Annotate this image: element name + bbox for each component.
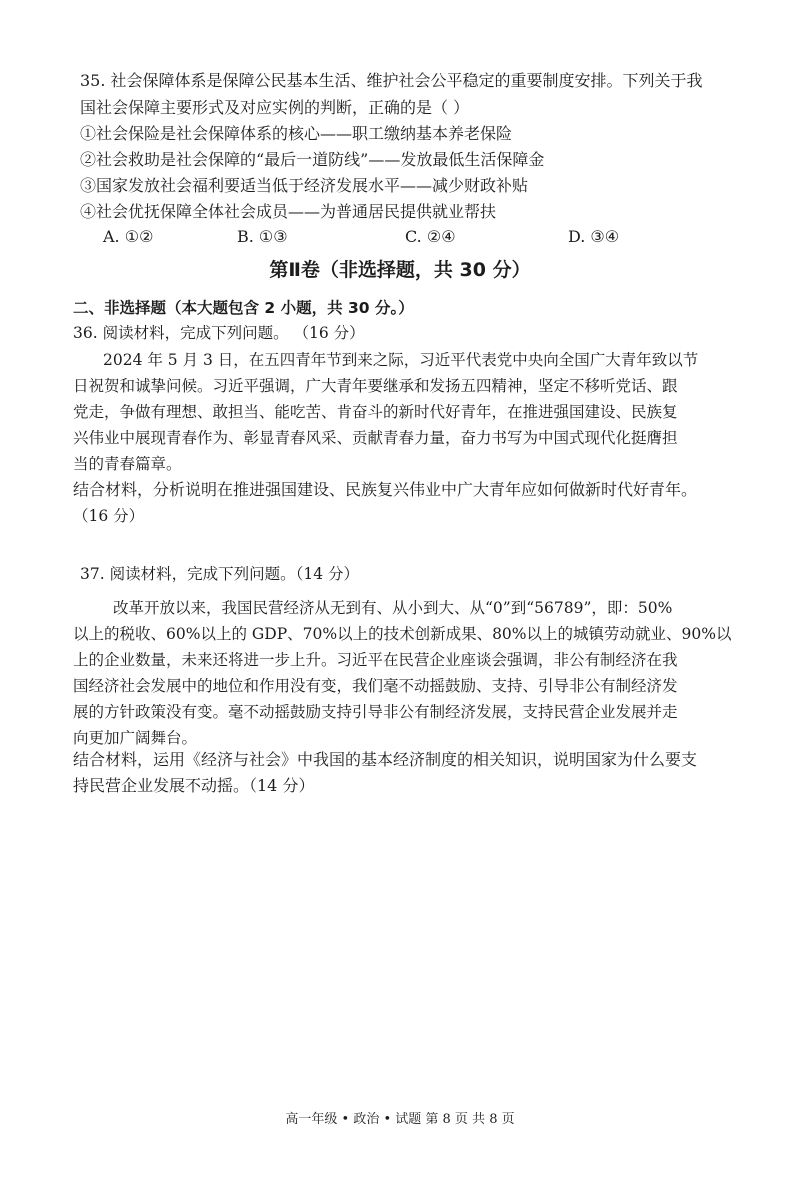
- q35-item-3: ③国家发放社会福利要适当低于经济发展水平——减少财政补贴: [80, 176, 529, 195]
- q37-material-line-1: 改革开放以来，我国民营经济从无到有、从小到大、从“0”到“56789”，即：50%: [113, 599, 673, 617]
- q37-material-line-6: 向更加广阔舞台。: [73, 729, 198, 747]
- q35-stem-line-1: 35. 社会保障体系是保障公民基本生活、维护社会公平稳定的重要制度安排。下列关于我: [80, 71, 703, 90]
- q36-material-line-2: 日祝贺和诚挚问候。习近平强调，广大青年要继承和发扬五四精神，坚定不移听党话、跟: [73, 377, 678, 395]
- q37-material-line-5: 展的方针政策没有变。毫不动摇鼓励支持引导非公有制经济发展，支持民营企业发展并走: [73, 703, 678, 721]
- q36-material-line-3: 党走，争做有理想、敢担当、能吃苦、肯奋斗的新时代好青年，在推进强国建设、民族复: [73, 403, 678, 421]
- q35-item-2: ②社会救助是社会保障的“最后一道防线”——发放最低生活保障金: [80, 150, 545, 169]
- page-footer: 高一年级 • 政治 • 试题 第 8 页 共 8 页: [285, 1112, 515, 1127]
- q37-material-line-2: 以上的税收、60%以上的 GDP、70%以上的技术创新成果、80%以上的城镇劳动就业、90%以: [73, 625, 732, 643]
- q35-item-4: ④社会优抚保障全体社会成员——为普通居民提供就业帮扶: [80, 202, 497, 221]
- q35-option-b: B. ①③: [237, 227, 288, 246]
- q35-stem-line-2: 国社会保障主要形式及对应实例的判断，正确的是（ ）: [80, 98, 470, 117]
- q36-material-line-5: 当的青春篇章。: [73, 455, 182, 473]
- q35-option-a: A. ①②: [103, 227, 154, 246]
- q37-material-line-4: 国经济社会发展中的地位和作用没有变，我们毫不动摇鼓励、支持、引导非公有制经济发: [73, 677, 678, 695]
- q36-question: 结合材料，分析说明在推进强国建设、民族复兴伟业中广大青年应如何做新时代好青年。: [73, 480, 698, 499]
- q37-material-line-3: 上的企业数量，未来还将进一步上升。习近平在民营企业座谈会强调，非公有制经济在我: [73, 651, 678, 669]
- q37-intro: 37. 阅读材料，完成下列问题。（14 分）: [80, 565, 359, 583]
- q36-score: （16 分）: [73, 507, 145, 525]
- q36-material-line-1: 2024 年 5 月 3 日，在五四青年节到来之际，习近平代表党中央向全国广大青年致以节: [103, 351, 699, 369]
- part2-heading: 二、非选择题（本大题包含 2 小题，共 30 分。）: [73, 299, 414, 317]
- q35-option-d: D. ③④: [568, 227, 620, 246]
- part2-title: 第Ⅱ卷（非选择题，共 30 分）: [269, 259, 531, 281]
- q37-question-line-1: 结合材料，运用《经济与社会》中我国的基本经济制度的相关知识，说明国家为什么要支: [73, 750, 698, 769]
- q37-question-line-2: 持民营企业发展不动摇。（14 分）: [73, 776, 315, 795]
- q35-option-c: C. ②④: [405, 227, 456, 246]
- q35-item-1: ①社会保险是社会保障体系的核心——职工缴纳基本养老保险: [80, 124, 513, 143]
- q36-intro: 36. 阅读材料，完成下列问题。 （16 分）: [73, 324, 365, 342]
- q36-material-line-4: 兴伟业中展现青春作为、彰显青春风采、贡献青春力量，奋力书写为中国式现代化挺膺担: [73, 429, 678, 447]
